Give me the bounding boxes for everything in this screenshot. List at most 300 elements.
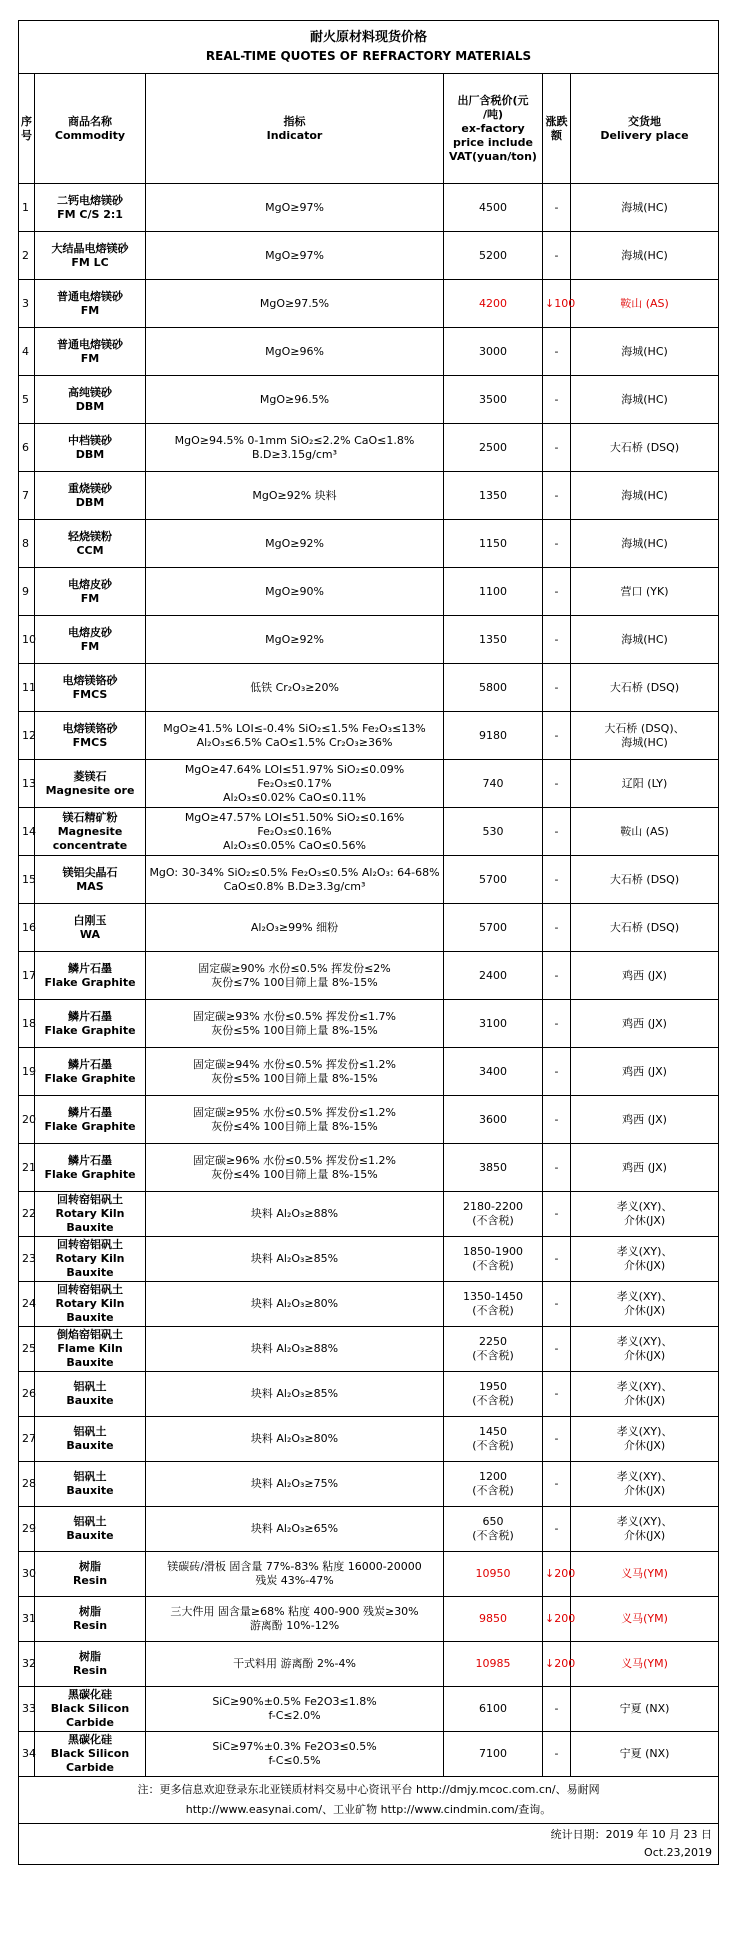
commodity-name-cn: 铝矾土	[73, 1470, 107, 1483]
table-row	[19, 1372, 719, 1417]
price-line: 6100	[479, 1702, 507, 1715]
table-row	[19, 1000, 719, 1048]
change-cell: -	[543, 1507, 571, 1552]
commodity-name-cn: 鳞片石墨	[68, 1057, 112, 1071]
indicator-cell	[146, 1327, 444, 1372]
price-cell	[444, 1000, 543, 1048]
row-number: 28	[19, 1462, 35, 1507]
row-number: 7	[19, 472, 35, 520]
row-number: 23	[19, 1237, 35, 1282]
commodity-cell	[35, 1237, 146, 1282]
indicator-line: 块料 Al₂O₃≥85%	[250, 1387, 339, 1400]
indicator-line: 低铁 Cr₂O₃≥20%	[250, 680, 339, 694]
price-cell	[444, 1144, 543, 1192]
indicator-cell	[146, 376, 444, 424]
delivery-place-line: 鞍山 (AS)	[620, 296, 669, 310]
indicator-cell	[146, 1048, 444, 1096]
commodity-cell	[35, 184, 146, 232]
table-row	[19, 616, 719, 664]
delivery-place-line: 孝义(XY)、	[616, 1245, 673, 1258]
footnote-line-1: 注：更多信息欢迎登录东北亚镁质材料交易中心资讯平台 http://dmjy.mcoc.com.cn/、易耐网	[137, 1783, 600, 1796]
commodity-name-en: MAS	[76, 879, 104, 893]
price-line: (不含税)	[472, 1394, 514, 1407]
commodity-name-cn: 重烧镁砂	[68, 481, 112, 495]
delivery-place-cell	[571, 1327, 719, 1372]
indicator-cell	[146, 472, 444, 520]
change-cell: ↓100	[543, 280, 571, 328]
delivery-place-cell	[571, 1417, 719, 1462]
commodity-cell	[35, 1327, 146, 1372]
price-cell	[444, 232, 543, 280]
price-table	[18, 20, 719, 1865]
indicator-line: B.D≥3.15g/cm³	[251, 447, 338, 461]
indicator-line: 灰份≤5% 100目筛上量 8%-15%	[211, 1071, 378, 1085]
change-cell: -	[543, 760, 571, 808]
delivery-place-line: 海城(HC)	[621, 536, 668, 550]
row-number: 5	[19, 376, 35, 424]
delivery-place-line: 介休(JX)	[623, 1214, 666, 1227]
row-number: 20	[19, 1096, 35, 1144]
delivery-place-line: 海城(HC)	[621, 344, 668, 358]
indicator-line: 块料 Al₂O₃≥85%	[250, 1252, 339, 1265]
change-cell: -	[543, 376, 571, 424]
delivery-place-cell	[571, 1732, 719, 1777]
delivery-place-line: 海城(HC)	[621, 632, 668, 646]
indicator-cell	[146, 1597, 444, 1642]
table-row	[19, 760, 719, 808]
table-row	[19, 1237, 719, 1282]
commodity-name-en: Flame Kiln Bauxite	[57, 1342, 123, 1369]
row-number: 33	[19, 1687, 35, 1732]
commodity-name-cn: 鳞片石墨	[68, 961, 112, 975]
indicator-cell	[146, 760, 444, 808]
delivery-place-cell	[571, 1237, 719, 1282]
price-cell	[444, 1096, 543, 1144]
delivery-place-cell	[571, 568, 719, 616]
delivery-place-cell	[571, 1144, 719, 1192]
commodity-cell	[35, 1732, 146, 1777]
delivery-place-cell	[571, 328, 719, 376]
indicator-line: 游离酚 10%-12%	[249, 1619, 340, 1632]
change-cell: -	[543, 904, 571, 952]
header-indicator: 指标 Indicator	[146, 74, 444, 184]
indicator-cell	[146, 1687, 444, 1732]
commodity-cell	[35, 952, 146, 1000]
indicator-line: 块料 Al₂O₃≥88%	[250, 1207, 339, 1220]
commodity-cell	[35, 904, 146, 952]
commodity-name-cn: 普通电熔镁砂	[57, 337, 123, 351]
commodity-name-cn: 电熔镁铬砂	[62, 721, 118, 735]
row-number: 4	[19, 328, 35, 376]
indicator-line: MgO≥94.5% 0-1mm SiO₂≤2.2% CaO≤1.8%	[174, 433, 415, 447]
change-cell: -	[543, 568, 571, 616]
delivery-place-line: 大石桥 (DSQ)	[609, 872, 680, 886]
price-line: 3850	[479, 1160, 507, 1174]
table-row	[19, 1327, 719, 1372]
indicator-cell	[146, 664, 444, 712]
row-number: 10	[19, 616, 35, 664]
commodity-name-en: DBM	[75, 495, 105, 509]
title-english: REAL-TIME QUOTES OF REFRACTORY MATERIALS	[205, 49, 532, 63]
price-cell	[444, 1687, 543, 1732]
delivery-place-line: 义马(YM)	[621, 1567, 668, 1580]
delivery-place-line: 大石桥 (DSQ)、	[604, 721, 685, 735]
table-row	[19, 952, 719, 1000]
price-line: 1350	[479, 632, 507, 646]
delivery-place-cell	[571, 616, 719, 664]
change-cell: ↓200	[543, 1642, 571, 1687]
indicator-line: MgO≥97%	[265, 248, 324, 262]
row-number: 2	[19, 232, 35, 280]
commodity-cell	[35, 424, 146, 472]
table-row	[19, 280, 719, 328]
table-row	[19, 232, 719, 280]
price-cell	[444, 952, 543, 1000]
price-line: (不含税)	[472, 1484, 514, 1497]
commodity-name-cn: 铝矾土	[73, 1425, 107, 1438]
commodity-cell	[35, 1372, 146, 1417]
table-row	[19, 1417, 719, 1462]
delivery-place-line: 海城(HC)	[621, 392, 668, 406]
indicator-cell	[146, 1507, 444, 1552]
price-cell	[444, 712, 543, 760]
change-cell: -	[543, 1687, 571, 1732]
price-line: 5700	[479, 920, 507, 934]
indicator-line: Al₂O₃≤0.02% CaO≤0.11%	[223, 790, 366, 804]
delivery-place-line: 介休(JX)	[623, 1529, 666, 1542]
commodity-name-en: FM	[80, 639, 100, 653]
price-cell	[444, 1192, 543, 1237]
indicator-cell	[146, 328, 444, 376]
row-number: 29	[19, 1507, 35, 1552]
table-row	[19, 568, 719, 616]
table-row	[19, 1048, 719, 1096]
delivery-place-cell	[571, 1507, 719, 1552]
change-cell: -	[543, 328, 571, 376]
price-cell	[444, 1597, 543, 1642]
commodity-cell	[35, 616, 146, 664]
price-cell	[444, 1642, 543, 1687]
commodity-name-cn: 电熔镁铬砂	[62, 673, 118, 687]
price-line: 4200	[479, 296, 507, 310]
change-cell: -	[543, 1327, 571, 1372]
delivery-place-line: 大石桥 (DSQ)	[609, 680, 680, 694]
indicator-cell	[146, 1372, 444, 1417]
delivery-place-line: 宁夏 (NX)	[619, 1702, 670, 1715]
change-cell: -	[543, 808, 571, 856]
change-cell: -	[543, 616, 571, 664]
delivery-place-line: 辽阳 (LY)	[621, 776, 668, 790]
delivery-place-cell	[571, 184, 719, 232]
indicator-line: 块料 Al₂O₃≥80%	[250, 1432, 339, 1445]
header-change: 涨跌 额	[543, 74, 571, 184]
indicator-cell	[146, 1282, 444, 1327]
price-line: 2180-2200	[463, 1200, 523, 1213]
price-cell	[444, 1552, 543, 1597]
commodity-name-en: FM LC	[71, 255, 109, 269]
price-line: 3500	[479, 392, 507, 406]
price-line: (不含税)	[472, 1214, 514, 1227]
price-cell	[444, 1507, 543, 1552]
commodity-cell	[35, 280, 146, 328]
price-cell	[444, 1327, 543, 1372]
indicator-line: 固定碳≥94% 水份≤0.5% 挥发份≤1.2%	[193, 1057, 396, 1071]
commodity-name-en: FM C/S 2:1	[57, 207, 123, 221]
delivery-place-cell	[571, 1282, 719, 1327]
commodity-name-en: Resin	[72, 1664, 108, 1677]
change-cell: ↓200	[543, 1597, 571, 1642]
commodity-name-cn: 镁石精矿粉	[62, 810, 118, 824]
row-number: 3	[19, 280, 35, 328]
indicator-cell	[146, 520, 444, 568]
indicator-line: 残炭 43%-47%	[255, 1574, 334, 1587]
footnote-line-2: http://www.easynai.com/、工业矿物 http://www.cindmin.com/查询。	[185, 1803, 552, 1816]
title-chinese: 耐火原材料现货价格	[310, 30, 428, 45]
indicator-cell	[146, 1192, 444, 1237]
indicator-cell	[146, 280, 444, 328]
header-row	[19, 74, 719, 184]
delivery-place-line: 介休(JX)	[623, 1349, 666, 1362]
table-row	[19, 1597, 719, 1642]
change-cell: -	[543, 856, 571, 904]
row-number: 13	[19, 760, 35, 808]
commodity-cell	[35, 1642, 146, 1687]
price-line: 5800	[479, 680, 507, 694]
indicator-line: MgO≥92%	[265, 536, 324, 550]
commodity-name-en: Rotary Kiln Bauxite	[55, 1252, 125, 1279]
price-line: 5200	[479, 248, 507, 262]
indicator-line: 干式料用 游离酚 2%-4%	[233, 1657, 356, 1670]
commodity-name-en: Flake Graphite	[44, 1119, 136, 1133]
commodity-name-en: Rotary Kiln Bauxite	[55, 1297, 125, 1324]
row-number: 11	[19, 664, 35, 712]
indicator-cell	[146, 424, 444, 472]
price-line: (不含税)	[472, 1349, 514, 1362]
commodity-cell	[35, 664, 146, 712]
commodity-name-en: CCM	[76, 543, 104, 557]
delivery-place-cell	[571, 664, 719, 712]
price-line: 3400	[479, 1064, 507, 1078]
commodity-name-en: Bauxite	[66, 1394, 114, 1407]
commodity-name-en: Black Silicon Carbide	[50, 1747, 130, 1774]
price-line: 530	[482, 824, 504, 838]
delivery-place-line: 孝义(XY)、	[616, 1335, 673, 1348]
commodity-cell	[35, 856, 146, 904]
table-row	[19, 1096, 719, 1144]
commodity-name-cn: 树脂	[79, 1605, 101, 1618]
header-commodity: 商品名称 Commodity	[35, 74, 146, 184]
commodity-cell	[35, 1144, 146, 1192]
delivery-place-cell	[571, 1000, 719, 1048]
price-cell	[444, 1237, 543, 1282]
commodity-name-cn: 铝矾土	[73, 1515, 107, 1528]
price-line: (不含税)	[472, 1259, 514, 1272]
commodity-name-cn: 菱镁石	[73, 769, 107, 783]
indicator-cell	[146, 856, 444, 904]
price-line: 2500	[479, 440, 507, 454]
indicator-cell	[146, 952, 444, 1000]
price-line: 2250	[479, 1335, 507, 1348]
price-line: 3100	[479, 1016, 507, 1030]
indicator-line: 块料 Al₂O₃≥75%	[250, 1477, 339, 1490]
indicator-line: MgO≥47.57% LOI≤51.50% SiO₂≤0.16% Fe₂O₃≤0.16%	[184, 810, 405, 838]
indicator-line: MgO: 30-34% SiO₂≤0.5% Fe₂O₃≤0.5% Al₂O₃: 64-68%	[149, 865, 440, 879]
delivery-place-cell	[571, 904, 719, 952]
stat-date	[19, 1824, 719, 1865]
indicator-cell	[146, 1642, 444, 1687]
price-line: 1100	[479, 584, 507, 598]
indicator-cell	[146, 232, 444, 280]
row-number: 31	[19, 1597, 35, 1642]
price-line: 9180	[479, 728, 507, 742]
indicator-cell	[146, 616, 444, 664]
delivery-place-cell	[571, 1597, 719, 1642]
price-cell	[444, 616, 543, 664]
table-row	[19, 1687, 719, 1732]
row-number: 15	[19, 856, 35, 904]
commodity-name-en: Magnesite ore	[45, 783, 135, 797]
price-line: 1850-1900	[463, 1245, 523, 1258]
commodity-name-cn: 镁铝尖晶石	[62, 865, 118, 879]
indicator-line: 灰份≤4% 100目筛上量 8%-15%	[211, 1119, 378, 1133]
indicator-line: 块料 Al₂O₃≥65%	[250, 1522, 339, 1535]
indicator-line: MgO≥47.64% LOI≤51.97% SiO₂≤0.09% Fe₂O₃≤0.17%	[184, 762, 405, 790]
delivery-place-line: 鸡西 (JX)	[622, 1160, 667, 1174]
delivery-place-line: 鸡西 (JX)	[622, 1016, 667, 1030]
price-line: 1150	[479, 536, 507, 550]
commodity-name-en: Resin	[72, 1574, 108, 1587]
commodity-cell	[35, 1096, 146, 1144]
price-line: 10950	[475, 1567, 511, 1580]
change-cell: -	[543, 1462, 571, 1507]
change-cell: -	[543, 1000, 571, 1048]
price-cell	[444, 280, 543, 328]
price-sheet	[18, 20, 718, 1865]
commodity-name-en: FM	[80, 303, 100, 317]
delivery-place-cell	[571, 1462, 719, 1507]
change-cell: -	[543, 712, 571, 760]
indicator-line: 块料 Al₂O₃≥88%	[250, 1342, 339, 1355]
delivery-place-line: 孝义(XY)、	[616, 1200, 673, 1213]
price-line: 4500	[479, 200, 507, 214]
commodity-name-cn: 鳞片石墨	[68, 1105, 112, 1119]
commodity-cell	[35, 1192, 146, 1237]
delivery-place-cell	[571, 232, 719, 280]
stat-date-en: Oct.23,2019	[644, 1846, 713, 1859]
commodity-name-cn: 电熔皮砂	[68, 577, 112, 591]
table-row	[19, 184, 719, 232]
indicator-cell	[146, 1144, 444, 1192]
change-cell: -	[543, 952, 571, 1000]
commodity-cell	[35, 1282, 146, 1327]
commodity-name-cn: 黑碳化硅	[68, 1688, 112, 1701]
row-number: 8	[19, 520, 35, 568]
delivery-place-line: 鸡西 (JX)	[622, 968, 667, 982]
commodity-name-cn: 回转窑铝矾土	[57, 1283, 123, 1296]
delivery-place-line: 宁夏 (NX)	[619, 1747, 670, 1760]
stat-date-cn: 统计日期：2019 年 10 月 23 日	[550, 1828, 713, 1841]
indicator-cell	[146, 712, 444, 760]
price-cell	[444, 664, 543, 712]
indicator-line: MgO≥96%	[265, 344, 324, 358]
delivery-place-line: 介休(JX)	[623, 1394, 666, 1407]
commodity-name-en: FM	[80, 591, 100, 605]
commodity-name-en: Resin	[72, 1619, 108, 1632]
change-cell: -	[543, 1144, 571, 1192]
table-row	[19, 1732, 719, 1777]
delivery-place-cell	[571, 280, 719, 328]
commodity-name-cn: 铝矾土	[73, 1380, 107, 1393]
table-row	[19, 1192, 719, 1237]
price-line: (不含税)	[472, 1439, 514, 1452]
indicator-line: CaO≤0.8% B.D≥3.3g/cm³	[223, 879, 366, 893]
commodity-name-en: Flake Graphite	[44, 1023, 136, 1037]
header-place: 交货地 Delivery place	[571, 74, 719, 184]
row-number: 6	[19, 424, 35, 472]
table-row	[19, 712, 719, 760]
indicator-cell	[146, 1096, 444, 1144]
indicator-line: MgO≥41.5% LOI≤-0.4% SiO₂≤1.5% Fe₂O₃≤13%	[163, 721, 426, 735]
price-cell	[444, 1282, 543, 1327]
change-cell: -	[543, 664, 571, 712]
table-row	[19, 1282, 719, 1327]
price-cell	[444, 1732, 543, 1777]
indicator-line: Al₂O₃≤0.05% CaO≤0.56%	[223, 838, 366, 852]
price-line: 1350-1450	[463, 1290, 523, 1303]
row-number: 1	[19, 184, 35, 232]
table-row	[19, 1552, 719, 1597]
row-number: 30	[19, 1552, 35, 1597]
table-row	[19, 856, 719, 904]
indicator-line: 块料 Al₂O₃≥80%	[250, 1297, 339, 1310]
delivery-place-line: 鞍山 (AS)	[620, 824, 669, 838]
price-cell	[444, 760, 543, 808]
commodity-name-cn: 白刚玉	[73, 913, 107, 927]
delivery-place-line: 鸡西 (JX)	[622, 1064, 667, 1078]
change-cell: -	[543, 1372, 571, 1417]
table-title	[19, 21, 719, 74]
indicator-line: 固定碳≥90% 水份≤0.5% 挥发份≤2%	[198, 961, 391, 975]
commodity-name-en: Black Silicon Carbide	[50, 1702, 130, 1729]
delivery-place-line: 介休(JX)	[623, 1259, 666, 1272]
delivery-place-line: 孝义(XY)、	[616, 1425, 673, 1438]
commodity-name-cn: 鳞片石墨	[68, 1153, 112, 1167]
change-cell: -	[543, 232, 571, 280]
row-number: 34	[19, 1732, 35, 1777]
commodity-name-en: Bauxite	[66, 1439, 114, 1452]
indicator-line: 灰份≤7% 100目筛上量 8%-15%	[211, 975, 378, 989]
delivery-place-cell	[571, 1687, 719, 1732]
commodity-name-cn: 电熔皮砂	[68, 625, 112, 639]
price-line: 7100	[479, 1747, 507, 1760]
commodity-cell	[35, 1417, 146, 1462]
commodity-name-en: Magnesite concentrate	[52, 824, 128, 852]
price-line: 2400	[479, 968, 507, 982]
delivery-place-line: 介休(JX)	[623, 1439, 666, 1452]
price-cell	[444, 472, 543, 520]
change-cell: -	[543, 1192, 571, 1237]
delivery-place-line: 介休(JX)	[623, 1484, 666, 1497]
row-number: 19	[19, 1048, 35, 1096]
commodity-cell	[35, 232, 146, 280]
commodity-name-cn: 中档镁砂	[68, 433, 112, 447]
indicator-line: SiC≥90%±0.5% Fe2O3≤1.8%	[212, 1695, 377, 1708]
delivery-place-cell	[571, 1192, 719, 1237]
delivery-place-cell	[571, 424, 719, 472]
price-cell	[444, 376, 543, 424]
delivery-place-line: 鸡西 (JX)	[622, 1112, 667, 1126]
change-cell: -	[543, 1732, 571, 1777]
